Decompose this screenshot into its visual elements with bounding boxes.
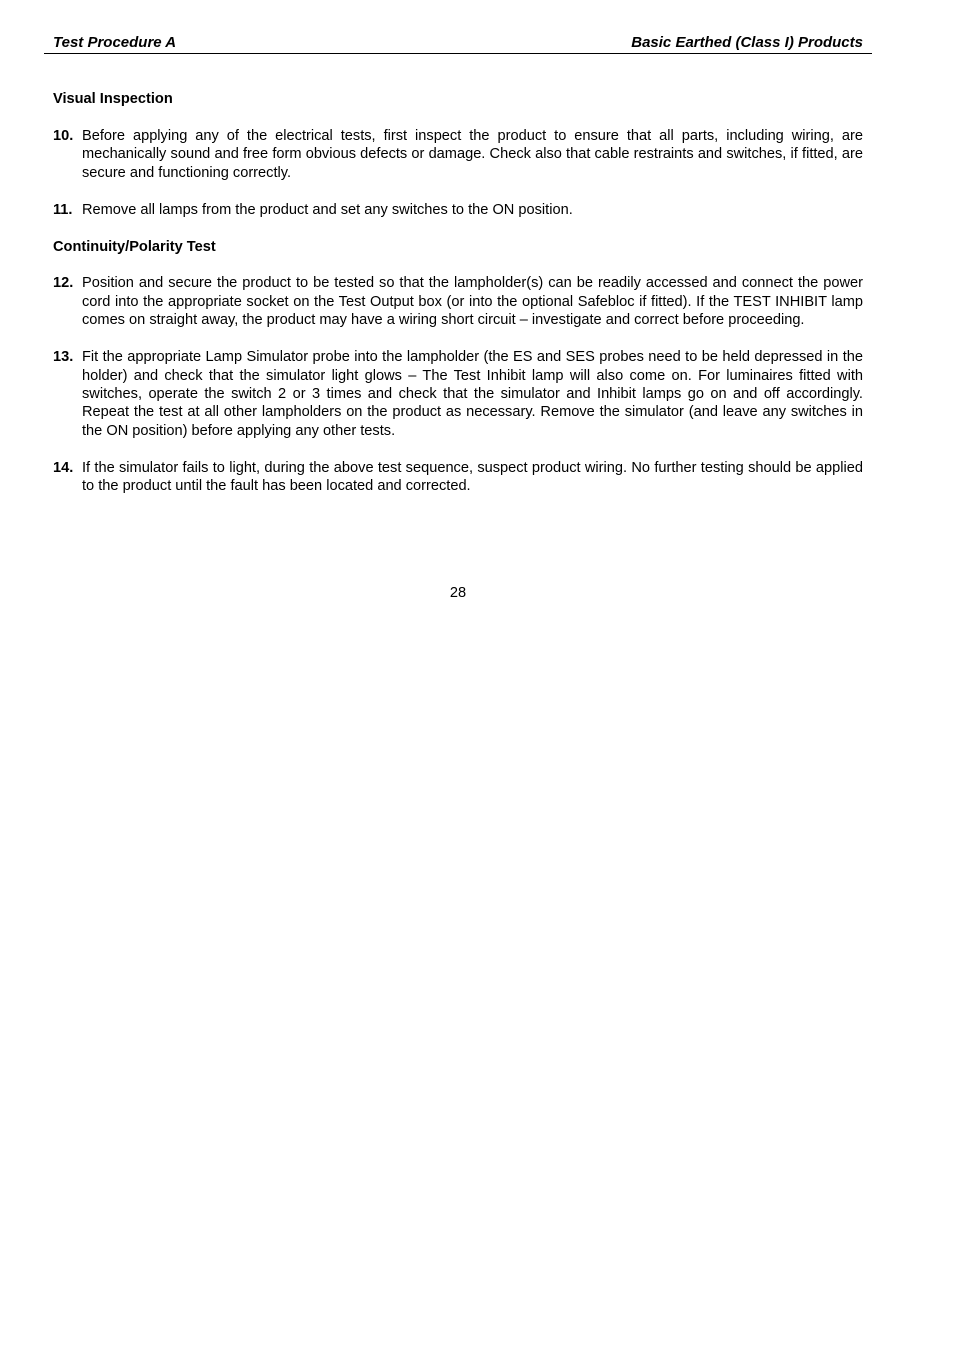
item-number: 10. (53, 127, 74, 144)
list-item (53, 348, 863, 440)
item-text: Position and secure the product to be tested so that the lampholder(s) can be readily accessed and connect the power cord into the appropriate socket on the Test Output box (or into the optional Safebloc if fitted). If the TEST INHIBIT lamp comes on straight away, the product may have a wiring short circuit – investigate and correct before proceeding. (82, 275, 863, 329)
list-item (53, 459, 863, 496)
item-number: 13. (53, 349, 74, 366)
item-number: 11. (53, 201, 73, 218)
item-text: Remove all lamps from the product and set any switches to the ON position. (82, 201, 573, 218)
list-item (53, 201, 863, 219)
page-number: 28 (449, 585, 467, 601)
document-body (53, 90, 863, 514)
header-title-right: Basic Earthed (Class I) Products (631, 34, 863, 51)
list-item (53, 274, 863, 329)
list-item (53, 127, 863, 182)
header-title-left: Test Procedure A (53, 34, 177, 51)
section-heading-continuity-polarity: Continuity/Polarity Test (53, 238, 216, 255)
item-number: 14. (53, 459, 74, 476)
item-text: Before applying any of the electrical tests, first inspect the product to ensure that all parts, including wiring, are mechanically sound and free form obvious defects or damage. Check also that cable restraints and switches, if fitted, are secure and functioning correctly. (82, 127, 863, 181)
item-number: 12. (53, 275, 74, 292)
page-header (44, 33, 872, 54)
item-text: If the simulator fails to light, during the above test sequence, suspect product wiring. No further testing should be applied to the product until the fault has been located and corrected. (82, 459, 863, 495)
section-heading-visual-inspection: Visual Inspection (53, 91, 173, 107)
item-text: Fit the appropriate Lamp Simulator probe into the lampholder (the ES and SES probes need to be held depressed in the holder) and check that the simulator light glows – The Test Inhibit lamp will also come on. For luminaires fitted with switches, operate the switch 2 or 3 times and check that the simulator and Inhibit lamps go on and off accordingly. Repeat the test at all other lampholders on the product as necessary. Remove the simulator (and leave any switches in the ON position) before applying any other tests. (82, 349, 863, 439)
